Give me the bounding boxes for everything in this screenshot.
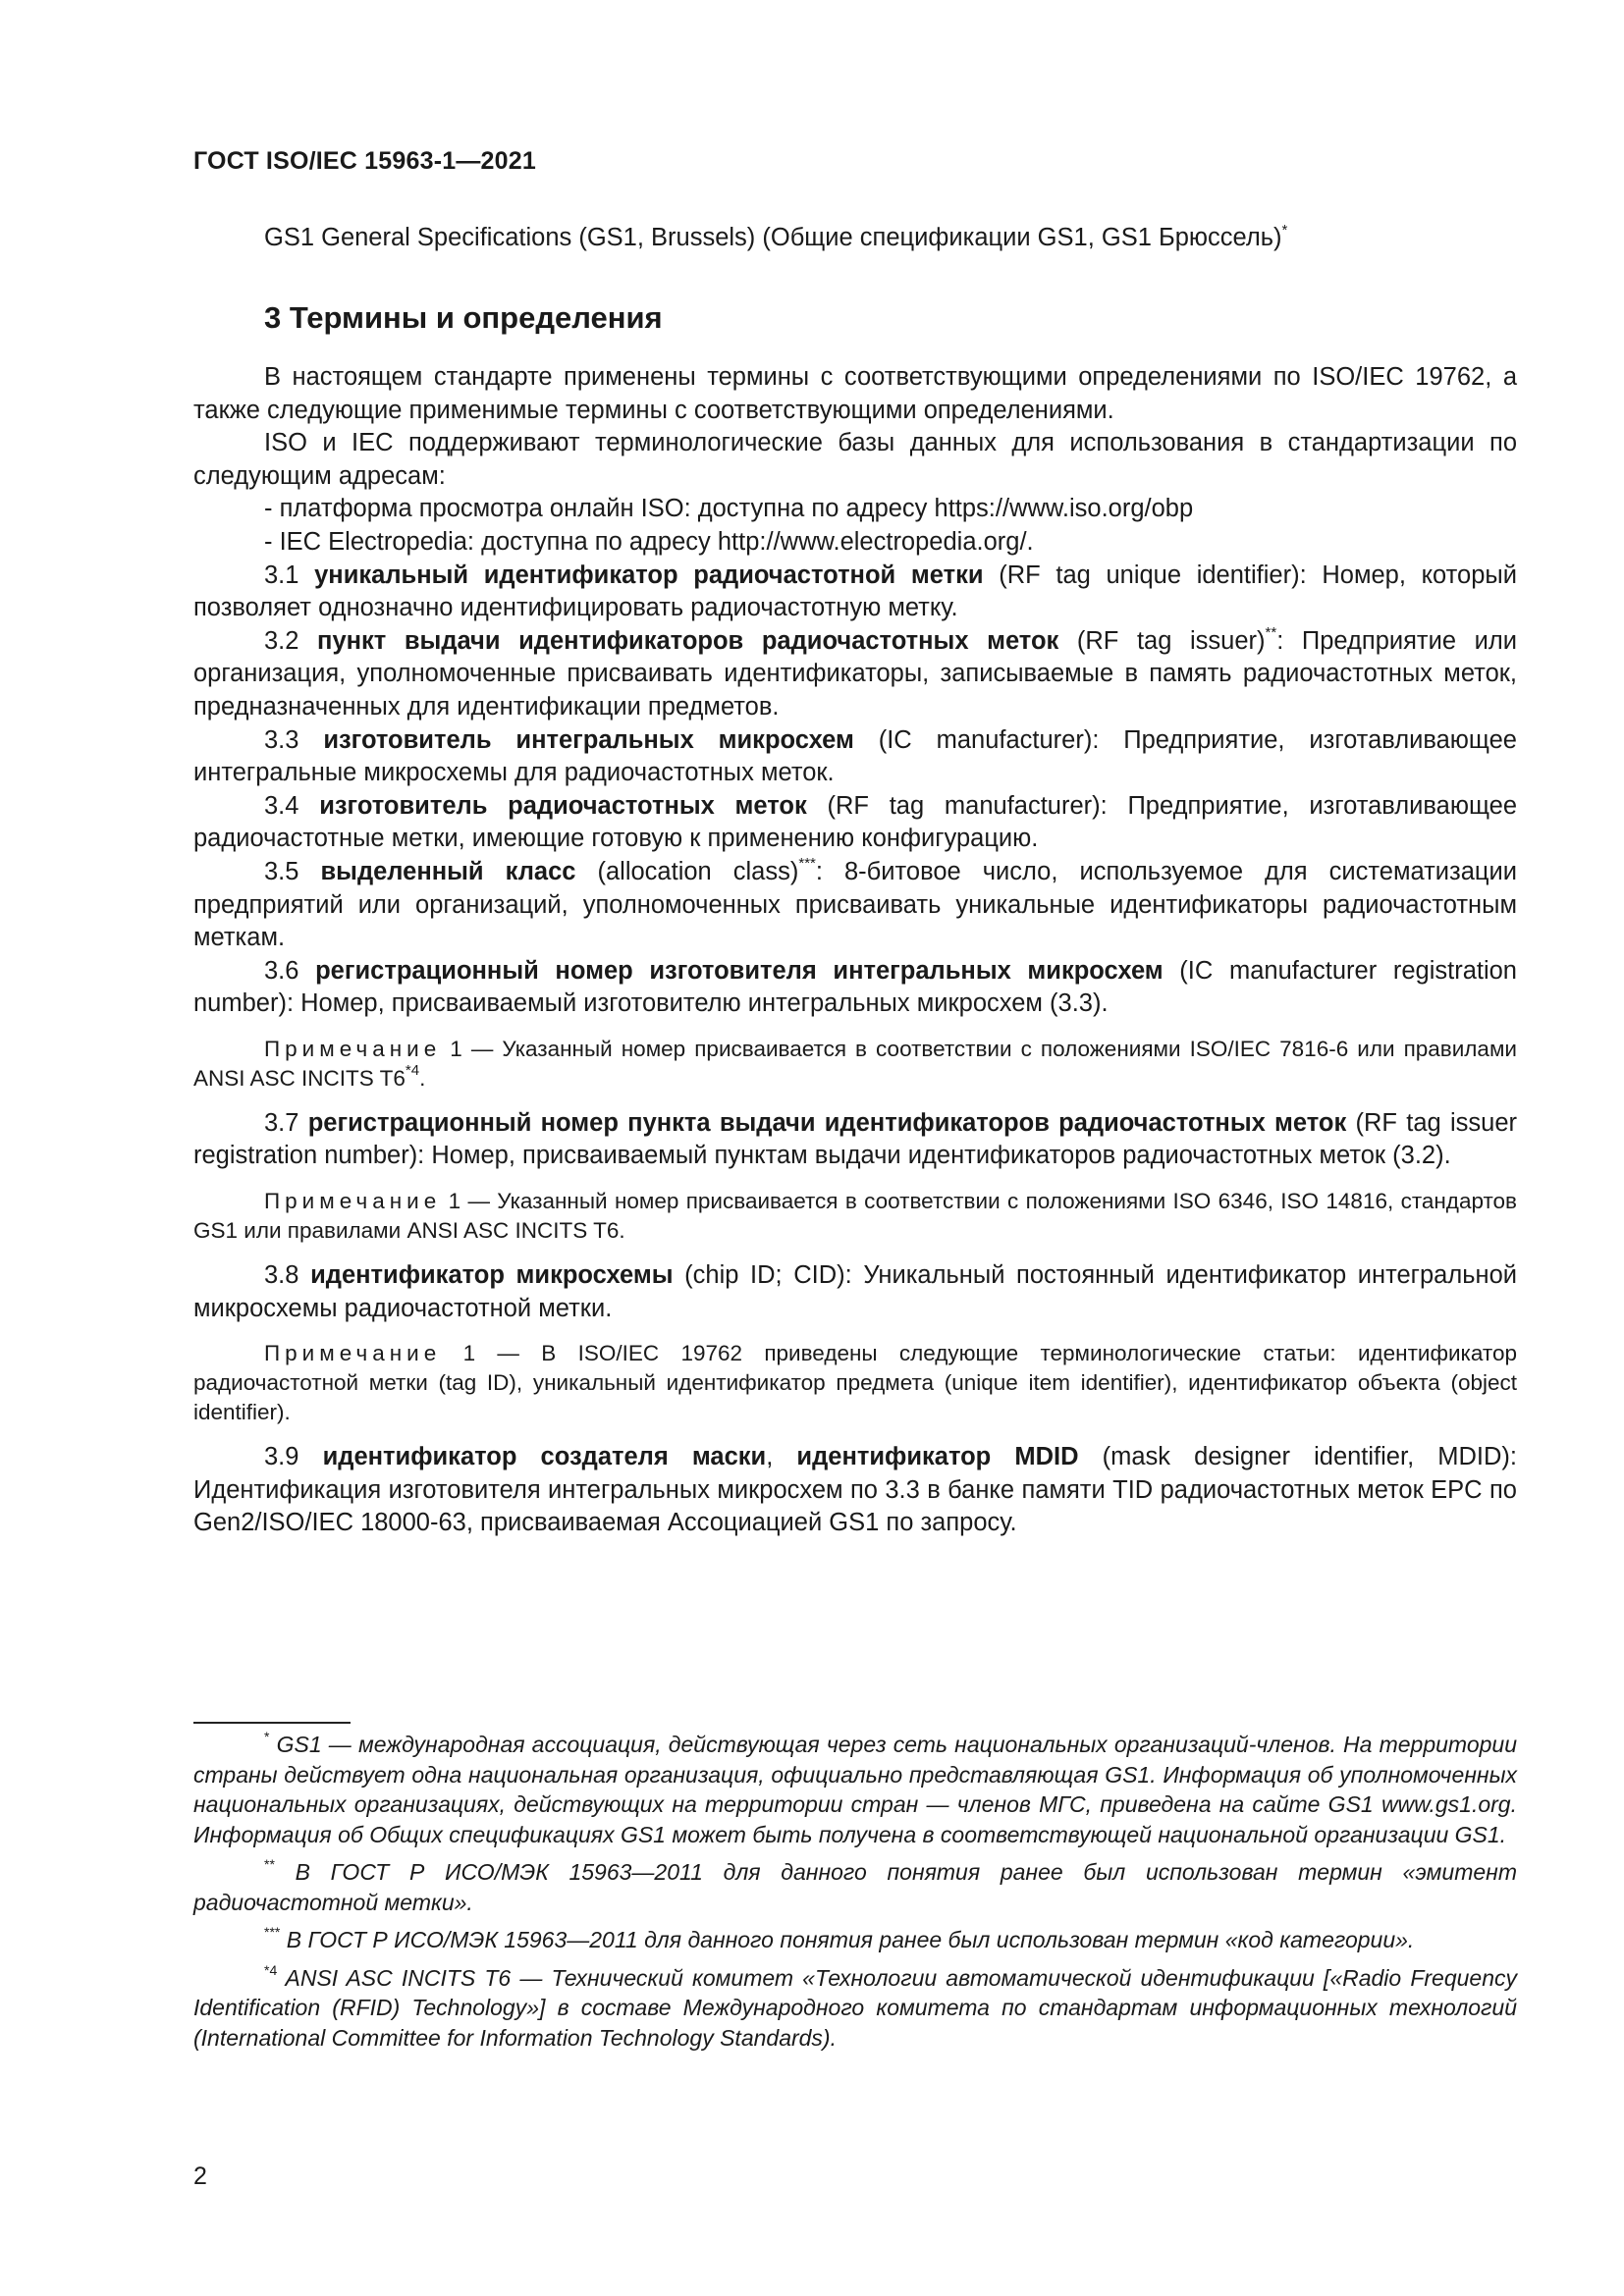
term-name: пункт выдачи идентификаторов радиочастотных меток bbox=[317, 626, 1059, 655]
term-name: регистрационный номер изготовителя интегральных микросхем bbox=[315, 956, 1164, 985]
footnote-1: * GS1 — международная ассоциация, действующая через сеть национальных организаций-членов. На территории страны действует одна национальная организация, официально представляющая GS1. Информация об уполномоченных национальных организациях, действующих на территории стран — членов МГС, приведена на сайте GS1 www.gs1.org. Информация об Общих спецификациях GS1 может быть получена в соответствующей национальной организации GS1. bbox=[193, 1729, 1517, 1847]
note-3-7: Примечание 1 — Указанный номер присваивается в соответствии с положениями ISO 6346, ISO 14816, стандартов GS1 или правилами ANSI ASC INCITS T6. bbox=[193, 1189, 1517, 1244]
note-label: Примечание bbox=[264, 1036, 442, 1061]
note-label: Примечание bbox=[264, 1189, 442, 1214]
document-header-code: ГОСТ ISO/IEC 15963-1—2021 bbox=[193, 147, 536, 175]
main-body bbox=[193, 361, 1517, 1540]
term-3-7: 3.7 регистрационный номер пункта выдачи идентификаторов радиочастотных меток (RF tag issuer registration number): Номер, присваиваемый пунктам выдачи идентификаторов радиочастотных меток (3.2). bbox=[193, 1108, 1517, 1170]
term-3-6: 3.6 регистрационный номер изготовителя интегральных микросхем (IC manufacturer registration number): Номер, присваиваемый изготовителю интегральных микросхем (3.3). bbox=[193, 956, 1517, 1018]
term-name-alt: идентификатор MDID bbox=[796, 1443, 1079, 1471]
term-name: изготовитель интегральных микросхем bbox=[323, 725, 854, 754]
term-name: регистрационный номер пункта выдачи идентификаторов радиочастотных меток bbox=[307, 1108, 1347, 1137]
term-name: уникальный идентификатор радиочастотной метки bbox=[314, 561, 984, 589]
footnote-mark: *4 bbox=[405, 1062, 420, 1080]
note-3-8: Примечание 1 — В ISO/IEC 19762 приведены следующие терминологические статьи: идентификатор радиочастотной метки (tag ID), уникальный идентификатор предмета (unique item identifier), идентификатор объекта (object identifier). bbox=[193, 1341, 1517, 1425]
footnote-2: ** В ГОСТ Р ИСО/МЭК 15963—2011 для данного понятия ранее был использован термин «эмитент радиочастотной метки». bbox=[193, 1856, 1517, 1915]
footnote-separator bbox=[193, 1722, 351, 1724]
term-3-5: 3.5 выделенный класс (allocation class)***: 8-битовое число, используемое для систематизации предприятий или организаций, уполномоченных присваивать уникальные идентификаторы радиочастотным меткам. bbox=[193, 855, 1518, 952]
footnote-mark: ** bbox=[264, 1856, 275, 1873]
term-3-3: 3.3 изготовитель интегральных микросхем (IC manufacturer): Предприятие, изготавливающее интегральные микросхемы для радиочастотных меток. bbox=[193, 725, 1517, 787]
footnote-4: $^{*4}$ ANSI ASC INCITS T6 — Технический комитет «Технологии автоматической идентификации [«Radio Frequency Identification (RFID) Technology»] в составе Международного комитета по стандартам информационных технологий (International Committee for Information Technology Standards). bbox=[193, 1961, 1517, 2051]
term-3-2: 3.2 пункт выдачи идентификаторов радиочастотных меток (RF tag issuer)**: Предприятие или организация, уполномоченные присваивать идентификаторы, записываемые в память радиочастотных меток, предназначенных для идентификации предметов. bbox=[193, 624, 1517, 721]
footnote-mark: *** bbox=[798, 855, 816, 873]
term-3-1: 3.1 уникальный идентификатор радиочастотной метки (RF tag unique identifier): Номер, который позволяет однозначно идентифицировать радиочастотную метку. bbox=[193, 561, 1517, 622]
intro-reference-text: GS1 General Specifications (GS1, Brussels) (Общие спецификации GS1, GS1 Брюссель) bbox=[264, 224, 1282, 251]
note-3-6: Примечание 1 — Указанный номер присваивается в соответствии с положениями ISO/IEC 7816-6 или правилами ANSI ASC INCITS T6$^{*4}$. bbox=[193, 1036, 1517, 1091]
intro-reference bbox=[193, 222, 1517, 255]
list-item-iec: - IEC Electropedia: доступна по адресу http://www.electropedia.org/. bbox=[264, 527, 1034, 556]
paragraph-databases: ISO и IEC поддерживают терминологические базы данных для использования в стандартизации по следующим адресам: bbox=[193, 429, 1517, 490]
section-title-wrap bbox=[193, 300, 1517, 336]
term-name: выделенный класс bbox=[320, 857, 576, 885]
term-3-8: 3.8 идентификатор микросхемы (chip ID; CID): Уникальный постоянный идентификатор интегральной микросхемы радиочастотной метки. bbox=[193, 1261, 1517, 1322]
footnote-mark: * bbox=[264, 1729, 270, 1745]
page-number: 2 bbox=[193, 2163, 207, 2190]
footnote-mark: ** bbox=[1265, 624, 1277, 642]
term-name: изготовитель радиочастотных меток bbox=[319, 791, 807, 820]
footnote-mark: *4 bbox=[264, 1961, 278, 1978]
term-name: идентификатор создателя маски bbox=[322, 1443, 767, 1471]
term-3-9: 3.9 идентификатор создателя маски, идентификатор MDID (mask designer identifier, MDID): Идентификация изготовителя интегральных микросхем по 3.3 в банке памяти TID радиочастотных меток EPC по Gen2/ISO/IEC 18000-63, присваиваемая Ассоциацией GS1 по запросу. bbox=[193, 1443, 1518, 1537]
footnote-3: *** В ГОСТ Р ИСО/МЭК 15963—2011 для данного понятия ранее был использован термин «код категории». bbox=[264, 1924, 1415, 1952]
paragraph-intro: В настоящем стандарте применены термины с соответствующими определениями по ISO/IEC 19762, а также следующие применимые термины с соответствующими определениями. bbox=[193, 363, 1517, 424]
note-label: Примечание bbox=[264, 1341, 442, 1366]
term-name: идентификатор микросхемы bbox=[310, 1261, 674, 1290]
list-item-iso: - платформа просмотра онлайн ISO: доступна по адресу https://www.iso.org/obp bbox=[264, 495, 1194, 523]
term-3-4: 3.4 изготовитель радиочастотных меток (RF tag manufacturer): Предприятие, изготавливающее радиочастотные метки, имеющие готовую к применению конфигурацию. bbox=[193, 791, 1518, 853]
footnotes bbox=[193, 1730, 1517, 2053]
footnote-mark: *** bbox=[264, 1924, 281, 1941]
footnote-mark: * bbox=[1281, 221, 1288, 239]
section-title: 3 Термины и определения bbox=[264, 300, 663, 335]
